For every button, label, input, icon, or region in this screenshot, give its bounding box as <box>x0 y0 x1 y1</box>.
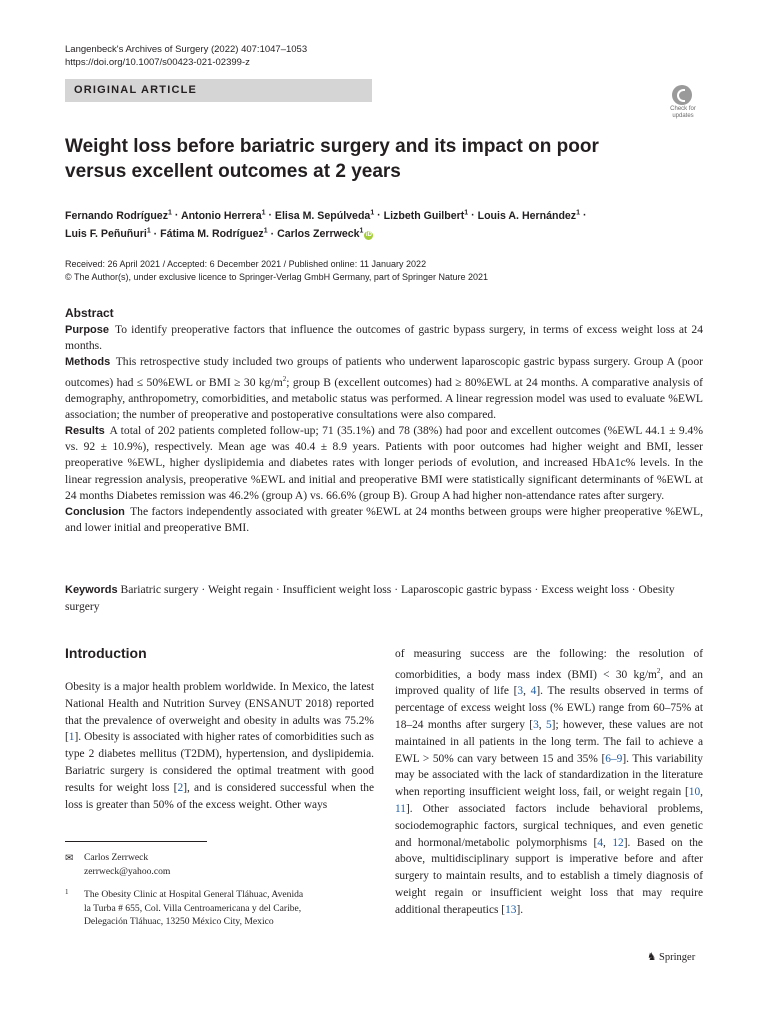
check-updates-icon <box>672 85 692 105</box>
author[interactable]: Luis F. Peñuñuri$^1$ <box>65 227 151 241</box>
author[interactable]: Elisa M. Sepúlveda$^1$ <box>274 209 375 222</box>
article-title: Weight loss before bariatric surgery and its impact on poor versus excellent outcomes at 2 years <box>65 136 599 182</box>
check-updates-line2: updates <box>672 112 694 119</box>
abstract-purpose: Purpose To identify preoperative factors that influence the outcomes of gastric bypass surgery, in terms of excess weight loss at 24 months. <box>65 323 703 353</box>
citation-link[interactable]: 1 <box>68 731 75 744</box>
affiliation-line: la Turba # 655, Col. Villa Centroamericana y del Caribe, <box>84 902 302 914</box>
keywords <box>65 582 705 615</box>
citation-link[interactable]: 4 <box>597 836 604 849</box>
keywords-text: Bariatric surgery · Weight regain · Insufficient weight loss · Laparoscopic gastric bypass · Excess weight loss · Obesity surgery <box>65 583 675 613</box>
abstract-methods: Methods This retrospective study included two groups of patients who underwent laparoscopic gastric bypass surgery. Group A (poor outcomes) had ≤ 50%EWL or BMI ≥ 30 $kg/m^2$; group B (excellent outcomes) had ≥ 80%EWL at 24 months. A comparative analysis of demography, anthropometry, comorbidities, and metabolic status was performed. A linear regression model was used to evaluate %EWL association; the number of preoperative and postoperative consultations were also compared. <box>65 355 703 421</box>
citation-link[interactable]: 12 <box>612 836 624 849</box>
citation-link[interactable]: 3 <box>533 718 539 731</box>
intro-left-column: Obesity is a major health problem worldwide. In Mexico, the latest National Health and Nutrition Survey (ENSANUT 2018) reported that the prevalence of overweight and obesity in adults was 75.2% [1]. Obesity is associated with higher rates of comorbidities such as type 2 diabetes mellitus (T2DM), hypertension, and dyslipidemia. Bariatric surgery is considered the optimal treatment with good results for weight loss [2], and is considered successful when the loss is greater than 50% of the excess weight. Other ways <box>65 681 375 811</box>
abstract-heading: Abstract <box>65 306 114 320</box>
author[interactable]: Carlos Zerrweck$^1$ <box>277 227 364 241</box>
citation-link[interactable]: 10 <box>688 786 701 799</box>
citation-link[interactable]: 3 <box>517 685 524 698</box>
author[interactable]: Antonio Herrera$^1$ <box>180 209 266 222</box>
check-updates-text <box>664 106 702 119</box>
intro-right-column: of measuring success are the following: the resolution of comorbidities, a body mass index (BMI) < 30 $kg/m^2$, and an improved quality of life [3, 4]. The results observed in terms of percentage of excess weight loss (% EWL) range from 60–75% at 18–24 months after surgery [3, 5]; however, these values are not maintained in all patients in the long term. The fail to achieve a EWL > 50% can vary between 15 and 35% [6–9]. This variability may be associated with the lack of standardization in the literature when reporting insufficient weight loss, fail, or weight regain [10, 11]. Other associated factors include behavioral problems, sociodemographic factors, surgical techniques, and even genetic and hormonal/metabolic polymorphisms [4, 12]. Based on the above, multidisciplinary support is imperative before and after surgery to maintain results, and to establish a timely diagnosis of weight regain or insufficient weight loss that may require additional therapeutics [13]. <box>395 648 703 916</box>
author[interactable]: Fátima M. Rodríguez$^1$ <box>160 227 268 241</box>
journal-doi[interactable]: https://doi.org/10.1007/s00423-021-02399-z <box>65 57 250 68</box>
citation-link[interactable]: 4 <box>530 685 537 698</box>
publisher-logo <box>647 951 695 963</box>
citation-link[interactable]: 5 <box>545 718 552 731</box>
citation-link[interactable]: 2 <box>177 781 184 794</box>
footnote-divider <box>65 841 207 842</box>
citation-link[interactable]: 6–9 <box>605 752 623 765</box>
citation-link[interactable]: 11 <box>395 802 406 815</box>
envelope-icon: ✉ <box>65 853 74 864</box>
author[interactable]: Lizbeth Guilbert$^1$ <box>383 209 469 222</box>
citation-link[interactable]: 13 <box>505 903 517 916</box>
author[interactable]: Fernando Rodríguez$^1$ <box>65 209 172 222</box>
abstract-conclusion: Conclusion The factors independently associated with greater %EWL at 24 months between groups were higher preoperative %EWL, and lower initial and preoperative BMI. <box>65 505 703 535</box>
author-list: Fernando Rodríguez$^1$ · Antonio Herrera$^1$ · Elisa M. Sepúlveda$^1$ · Lizbeth Guilbert$^1$ · Louis A. Hernández$^1$ · Luis F. Peñuñuri$^1$ · Fátima M. Rodríguez$^1$ · Carlos Zerrweck$^1$iD <box>65 209 587 241</box>
affiliation-number: 1 <box>65 888 69 896</box>
article-type-label: ORIGINAL ARTICLE <box>74 84 198 96</box>
check-for-updates-badge[interactable] <box>664 84 702 124</box>
check-updates-line1: Check for <box>670 106 696 112</box>
springer-horse-icon: ♞ <box>647 952 657 963</box>
article-type-banner <box>65 79 372 102</box>
affiliation-line: The Obesity Clinic at Hospital General Tláhuac, Avenida <box>84 889 304 900</box>
copyright-line: © The Author(s), under exclusive licence to Springer-Verlag GmbH Germany, part of Springer Nature 2021 <box>65 272 488 282</box>
publisher-name: Springer <box>659 952 696 963</box>
keywords-label: Keywords <box>65 584 118 596</box>
orcid-icon[interactable]: iD <box>365 232 372 239</box>
journal-header <box>65 43 307 69</box>
publication-dates <box>65 258 488 284</box>
corresponding-email[interactable]: zerrweck@yahoo.com <box>84 865 171 877</box>
dates-line: Received: 26 April 2021 / Accepted: 6 December 2021 / Published online: 11 January 2022 <box>65 259 427 269</box>
abstract-results: Results A total of 202 patients completed follow-up; 71 (35.1%) and 78 (38%) had poor and excellent outcomes (%EWL 44.1 ± 9.4% vs. 92 ± 10.9%), respectively. Mean age was 40.4 ± 8.9 years. Patients with poor outcomes had higher weight and BMI, lesser preoperative %EWL, higher dyslipidemia and diabetes rates with longer periods of evolution, and increased HbA1c% levels. In the linear regression analysis, preoperative %EWL and initial and preoperative BMI were statistically significant determinants of %EWL at 24 months Diabetes remission was 46.2% (group A) vs. 66.6% (group B). Group A had higher non-attendance rates after surgery. <box>65 424 703 502</box>
journal-citation: Langenbeck's Archives of Surgery (2022) 407:1047–1053 <box>65 44 308 55</box>
author[interactable]: Louis A. Hernández$^1$ <box>477 209 581 222</box>
corresponding-author: Carlos Zerrweck <box>84 852 149 863</box>
affiliation-line: Delegación Tláhuac, 13250 México City, Mexico <box>84 916 274 927</box>
abstract-body <box>65 322 703 537</box>
introduction-heading: Introduction <box>65 645 147 661</box>
